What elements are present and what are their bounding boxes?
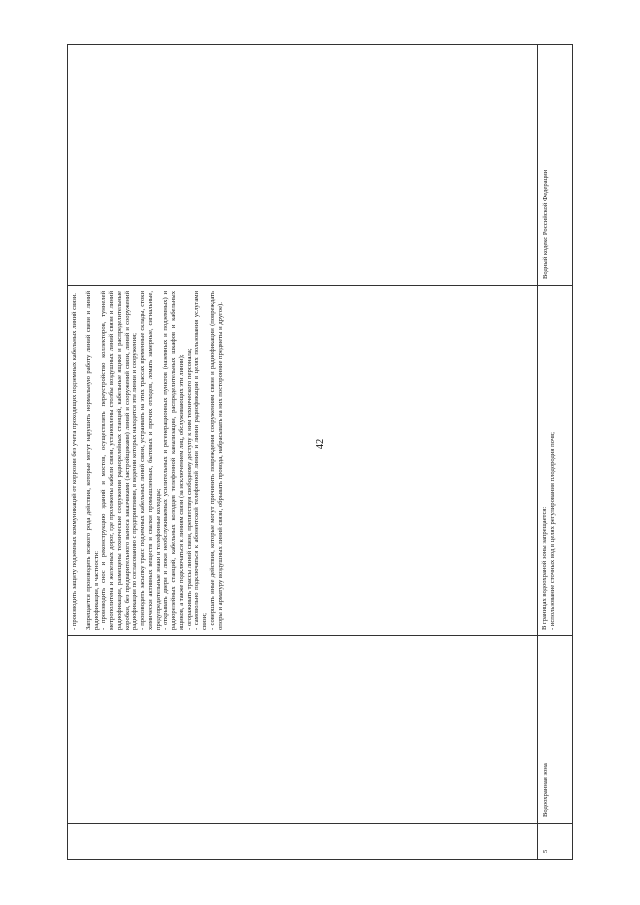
regulations-table — [67, 44, 573, 860]
restrictions-cell — [538, 285, 572, 635]
restriction-paragraph: - самовольно подключаться к абонентской телефонной линии и линии радиофикации в целях пользования услугами связи; — [193, 291, 209, 630]
restriction-paragraph: - производить снос и реконструкцию зданий и мостов, осуществлять переустройство коллекторов, туннелей метрополитена и железных дорог, где проложены кабели связи, установлены столбы воздушных линий связи и линий радиофикации, размещены технические сооружения радиорелейных станций, кабельные ящики и распределительные коробки, без предварительного выноса заказчиками (застройщиками) линий и сооружений связи, линий и сооружений радиофикации по согласованию с предприятиями, в ведении которых находятся эти линии и сооружения; — [100, 291, 139, 630]
table-row — [68, 45, 538, 859]
row-number-cell — [68, 823, 537, 859]
restriction-paragraph: - производить засыпку трасс подземных кабельных линий связи, устраивать на этих трассах временные склады, стоки химически активных веществ и свалки промышленных, бытовых и прочих отходов, ломать замерные, сигнальные, предупредительные знаки и телефонные колодцы; — [139, 291, 162, 630]
table-row — [538, 45, 572, 859]
zone-name-cell — [68, 635, 537, 823]
page-number: 42 — [314, 438, 326, 450]
restriction-paragraph: В границах водоохраной зоны запрещается: — [541, 506, 548, 630]
restriction-paragraph: Запрещается производить всякого рода действия, которые могут нарушить нормальную работу линий связи и линий радиофикации, в частности: — [84, 291, 100, 630]
legal-basis-cell: Водный кодекс Российской Федерации — [542, 169, 549, 279]
restriction-paragraph: - производить защиту подземных коммуникаций от коррозии без учета проходящих подземных кабельных линий связи. — [71, 293, 78, 630]
regulations-table-frame — [67, 44, 573, 860]
restriction-paragraph: - использование сточных вод в целях регулирования плодородия почв; — [548, 431, 556, 630]
legal-basis-cell — [68, 45, 537, 285]
zone-name-cell: Водоохранная зона — [538, 635, 572, 823]
restrictions-cell — [68, 285, 537, 635]
restriction-paragraph: - открывать двери и люки необслуживаемых усилительных и регенерационных пунктов (наземных и подземных) и радиорелейных станций, кабельных колодцев телефонной канализации, распределительных шкафов и кабельных ящиков, а также подключаться к линиям связи (за исключением лиц, обслуживающих эти линии); — [162, 291, 185, 630]
restriction-paragraph: - совершать иные действия, которые могут причинить повреждения сооружениям связи и радиофикации (повреждать опоры и арматуру воздушных линий связи, обрывать провода, набрасывать на них посторонние предметы и другое). — [209, 291, 224, 630]
row-number-cell: 5 — [538, 823, 572, 859]
restriction-paragraph: - огораживать трассы линий связи, препятствуя свободному доступу к ним технического персонала; — [185, 348, 193, 630]
